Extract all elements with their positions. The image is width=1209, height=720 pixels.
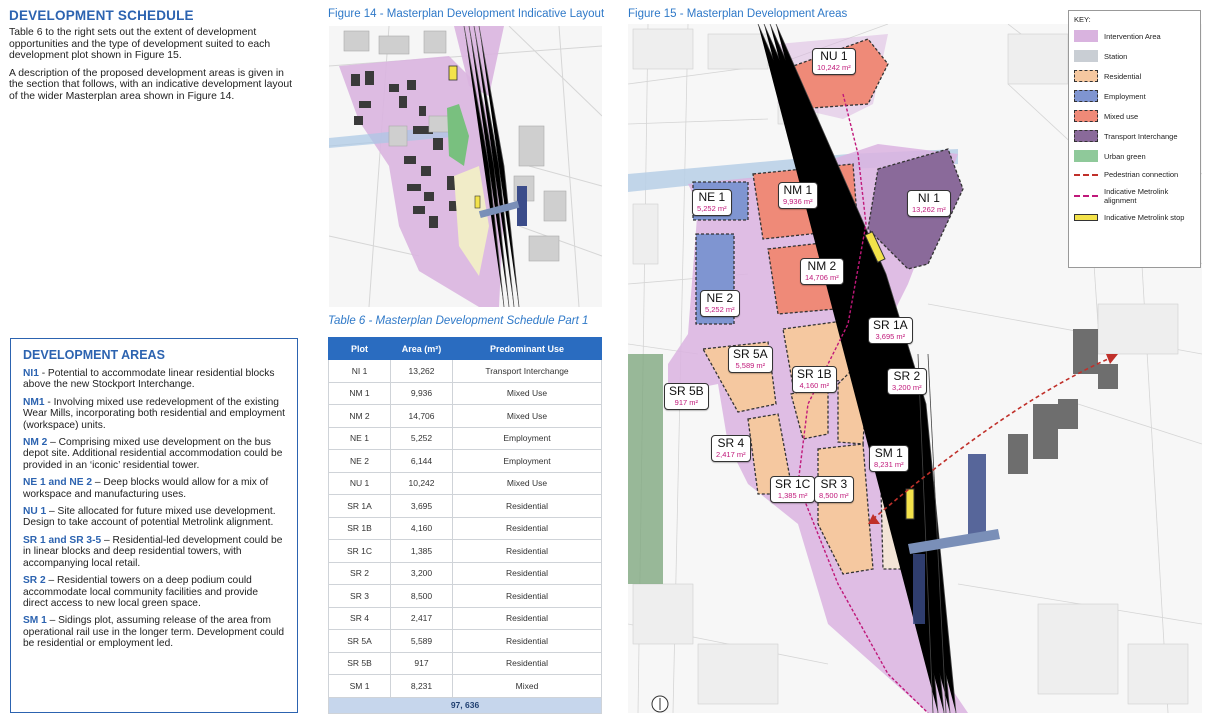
cell-area: 5,252: [391, 427, 453, 450]
development-area-text: – Comprising mixed use development on the bus depot site. Additional residential accommodation could be provided in an ‘iconic’ residential tower.: [23, 437, 283, 471]
plot-label: [869, 445, 909, 472]
table-row: [329, 562, 602, 585]
plot-name: NE 2: [706, 291, 734, 305]
plot-name: SR 5B: [669, 384, 704, 398]
table-header-row: [329, 338, 602, 360]
cell-plot: SM 1: [329, 675, 391, 698]
cell-use: Residential: [453, 562, 602, 585]
cell-use: Mixed Use: [453, 405, 602, 428]
plot-area: 4,160 m²: [799, 381, 830, 390]
development-area-key: SR 1 and SR 3-5: [23, 534, 102, 546]
legend-item: [1074, 187, 1195, 205]
indicative-layout-map: [329, 26, 602, 307]
plot-label: [792, 366, 837, 393]
schedule-table: [328, 337, 602, 714]
cell-use: Residential: [453, 495, 602, 518]
section-heading: DEVELOPMENT SCHEDULE: [9, 8, 194, 23]
cell-plot: SR 1A: [329, 495, 391, 518]
plot-name: SR 1C: [775, 477, 811, 491]
cell-use: Transport Interchange: [453, 360, 602, 383]
plot-label: [728, 346, 773, 373]
cell-area: 6,144: [391, 450, 453, 473]
plot-name: NE 1: [698, 190, 726, 204]
plot-area: 1,385 m²: [777, 491, 808, 500]
plot-area: 3,695 m²: [875, 332, 906, 341]
development-area-key: NU 1: [23, 506, 47, 518]
development-area-text: – Deep blocks would allow for a mix of workspace and manufacturing uses.: [23, 477, 269, 500]
plot-label: [814, 476, 854, 503]
development-areas-box: [10, 338, 298, 713]
legend-swatch: [1074, 90, 1098, 102]
legend-item: [1074, 130, 1195, 142]
development-area-key: NE 1 and NE 2: [23, 477, 93, 489]
development-area-text: – Site allocated for future mixed use development. Design to take account of potential Metrolink alignment.: [23, 506, 276, 529]
plot-name: SR 4: [717, 436, 745, 450]
legend-swatch: [1074, 130, 1098, 142]
plot-name: NM 2: [807, 259, 837, 273]
development-area-key: NM1: [23, 396, 45, 408]
cell-use: Residential: [453, 517, 602, 540]
plot-label: [800, 258, 844, 285]
cell-use: Mixed: [453, 675, 602, 698]
table-row: [329, 405, 602, 428]
plot-area: 13,262 m²: [912, 205, 946, 214]
plot-area: 10,242 m²: [817, 63, 851, 72]
cell-plot: SR 5A: [329, 630, 391, 653]
table-row: [329, 630, 602, 653]
development-area-text: - Potential to accommodate linear residential blocks above the new Stockport Interchange.: [23, 368, 275, 391]
legend-item: [1074, 90, 1195, 102]
schedule-paragraph: A description of the proposed development areas is given in the section that follows, with an indicative development layout of the wider Masterplan area shown in Figure 14.: [9, 67, 293, 102]
cell-use: Residential: [453, 540, 602, 563]
cell-use: Residential: [453, 607, 602, 630]
plot-name: SR 1B: [797, 367, 832, 381]
plot-name: SR 1A: [873, 318, 908, 332]
cell-use: Employment: [453, 427, 602, 450]
table-row: [329, 517, 602, 540]
cell-area: 1,385: [391, 540, 453, 563]
legend-label: Pedestrian connection: [1104, 170, 1179, 179]
legend-swatch: [1074, 110, 1098, 122]
plot-area: 9,936 m²: [783, 197, 813, 206]
table-row: [329, 382, 602, 405]
development-area-item: [23, 506, 285, 529]
cell-area: 10,242: [391, 472, 453, 495]
cell-plot: NU 1: [329, 472, 391, 495]
schedule-table-wrap: [328, 337, 602, 714]
plot-area: 14,706 m²: [805, 273, 839, 282]
cell-area: 4,160: [391, 517, 453, 540]
legend-swatch: [1074, 214, 1098, 221]
development-area-item: [23, 477, 285, 500]
table-row: [329, 675, 602, 698]
cell-area: 3,200: [391, 562, 453, 585]
cell-use: Mixed Use: [453, 472, 602, 495]
legend-label: Transport Interchange: [1104, 131, 1178, 141]
table-row: [329, 540, 602, 563]
table-6-caption: Table 6 - Masterplan Development Schedule Part 1: [328, 315, 589, 327]
plot-area: 3,200 m²: [892, 383, 922, 392]
legend-label: Station: [1104, 51, 1128, 61]
cell-plot: NE 1: [329, 427, 391, 450]
development-area-key: SR 2: [23, 575, 46, 587]
cell-plot: SR 1C: [329, 540, 391, 563]
plot-label: [887, 368, 927, 395]
table-row: [329, 360, 602, 383]
legend-item: [1074, 150, 1195, 162]
legend-item: [1074, 170, 1195, 179]
cell-area: 8,231: [391, 675, 453, 698]
legend-title: KEY:: [1074, 15, 1091, 24]
legend-label: Employment: [1104, 91, 1146, 101]
legend-label: Intervention Area: [1104, 31, 1161, 41]
plot-label: [692, 189, 732, 216]
cell-plot: SR 3: [329, 585, 391, 608]
table-body: [329, 360, 602, 714]
development-area-text: – Sidings plot, assuming release of the area from operational rail use in the longer term. Development could be residential or employment led.: [23, 615, 285, 650]
plot-name: SR 5A: [733, 347, 768, 361]
table-row: [329, 607, 602, 630]
plot-area: 5,252 m²: [697, 204, 727, 213]
plot-area: 5,252 m²: [705, 305, 735, 314]
table-total-row: [329, 697, 602, 713]
cell-plot: NE 2: [329, 450, 391, 473]
column-header-area: Area (m²): [391, 338, 453, 360]
legend-swatch: [1074, 70, 1098, 82]
plot-name: SR 3: [820, 477, 848, 491]
plot-label: [770, 476, 815, 503]
development-area-item: [23, 535, 285, 569]
legend-item: [1074, 70, 1195, 82]
legend-label: Urban green: [1104, 151, 1146, 161]
legend-label: Indicative Metrolink stop: [1104, 213, 1185, 222]
development-area-text: – Residential-led development could be in linear blocks and deep residential towers, with accompanying local retail.: [23, 534, 283, 569]
plot-label: [778, 182, 818, 209]
cell-area: 14,706: [391, 405, 453, 428]
cell-area: 5,589: [391, 630, 453, 653]
cell-plot: NI 1: [329, 360, 391, 383]
legend-swatch: [1074, 195, 1098, 197]
table-row: [329, 652, 602, 675]
table-row: [329, 585, 602, 608]
plot-label: [711, 435, 751, 462]
plot-label: [664, 383, 709, 410]
map-legend: [1068, 10, 1201, 268]
cell-area: 3,695: [391, 495, 453, 518]
cell-area: 8,500: [391, 585, 453, 608]
cell-plot: NM 2: [329, 405, 391, 428]
table-row: [329, 450, 602, 473]
plot-name: SM 1: [874, 446, 903, 460]
table-row: [329, 495, 602, 518]
table-row: [329, 472, 602, 495]
development-area-text: – Residential towers on a deep podium could accommodate local community facilities and provide direct access to new local green space.: [23, 575, 258, 609]
legend-swatch: [1074, 174, 1098, 176]
plot-area: 5,589 m²: [735, 361, 766, 370]
plot-name: NI 1: [917, 191, 940, 205]
legend-item: [1074, 50, 1195, 62]
plot-label: [868, 317, 913, 344]
legend-items: [1074, 30, 1195, 222]
cell-use: Residential: [453, 652, 602, 675]
cell-plot: SR 5B: [329, 652, 391, 675]
cell-area: 2,417: [391, 607, 453, 630]
plot-area: 2,417 m²: [716, 450, 746, 459]
cell-use: Mixed Use: [453, 382, 602, 405]
legend-swatch: [1074, 150, 1098, 162]
figure-14-caption: Figure 14 - Masterplan Development Indicative Layout: [328, 8, 605, 20]
cell-plot: SR 2: [329, 562, 391, 585]
legend-label: Mixed use: [1104, 111, 1139, 121]
development-area-item: [23, 397, 285, 431]
figure-14-map: [329, 26, 602, 307]
development-area-item: [23, 575, 285, 609]
development-area-text: - Involving mixed use redevelopment of the existing Wear Mills, incorporating both residential and employment (workspace) units.: [23, 396, 285, 431]
table-row: [329, 427, 602, 450]
development-area-key: SM 1: [23, 615, 47, 627]
column-header-use: Predominant Use: [453, 338, 602, 360]
development-areas-heading: DEVELOPMENT AREAS: [23, 348, 165, 362]
plot-label: [812, 48, 856, 75]
cell-area: 13,262: [391, 360, 453, 383]
development-area-item: [23, 368, 285, 391]
plot-label: [907, 190, 951, 217]
cell-plot: SR 4: [329, 607, 391, 630]
legend-item: [1074, 30, 1195, 42]
legend-item: [1074, 110, 1195, 122]
plot-name: NU 1: [820, 49, 848, 63]
legend-swatch: [1074, 50, 1098, 62]
column-header-plot: Plot: [329, 338, 391, 360]
cell-plot: NM 1: [329, 382, 391, 405]
plot-name: SR 2: [893, 369, 921, 383]
plot-area: 8,231 m²: [874, 460, 904, 469]
cell-area: 9,936: [391, 382, 453, 405]
development-area-item: [23, 615, 285, 649]
development-areas-list: [23, 368, 285, 650]
development-area-key: NM 2: [23, 437, 48, 449]
cell-use: Employment: [453, 450, 602, 473]
cell-plot: SR 1B: [329, 517, 391, 540]
legend-label: Residential: [1104, 71, 1142, 81]
legend-item: [1074, 213, 1195, 222]
schedule-section: [9, 8, 299, 103]
plot-name: NM 1: [783, 183, 813, 197]
cell-use: Residential: [453, 585, 602, 608]
total-area: 97, 636: [329, 697, 602, 713]
cell-use: Residential: [453, 630, 602, 653]
plot-area: 917 m²: [674, 398, 699, 407]
development-area-key: NI1: [23, 368, 39, 379]
plot-area: 8,500 m²: [819, 491, 849, 500]
figure-15-caption: Figure 15 - Masterplan Development Areas: [628, 8, 848, 20]
legend-label: Indicative Metrolink alignment: [1104, 187, 1169, 205]
plot-label: [700, 290, 740, 317]
legend-swatch: [1074, 30, 1098, 42]
schedule-paragraph: Table 6 to the right sets out the extent of development opportunities and the type of development suited to each development plot shown in Figure 15.: [9, 27, 271, 62]
cell-area: 917: [391, 652, 453, 675]
development-area-item: [23, 437, 285, 471]
